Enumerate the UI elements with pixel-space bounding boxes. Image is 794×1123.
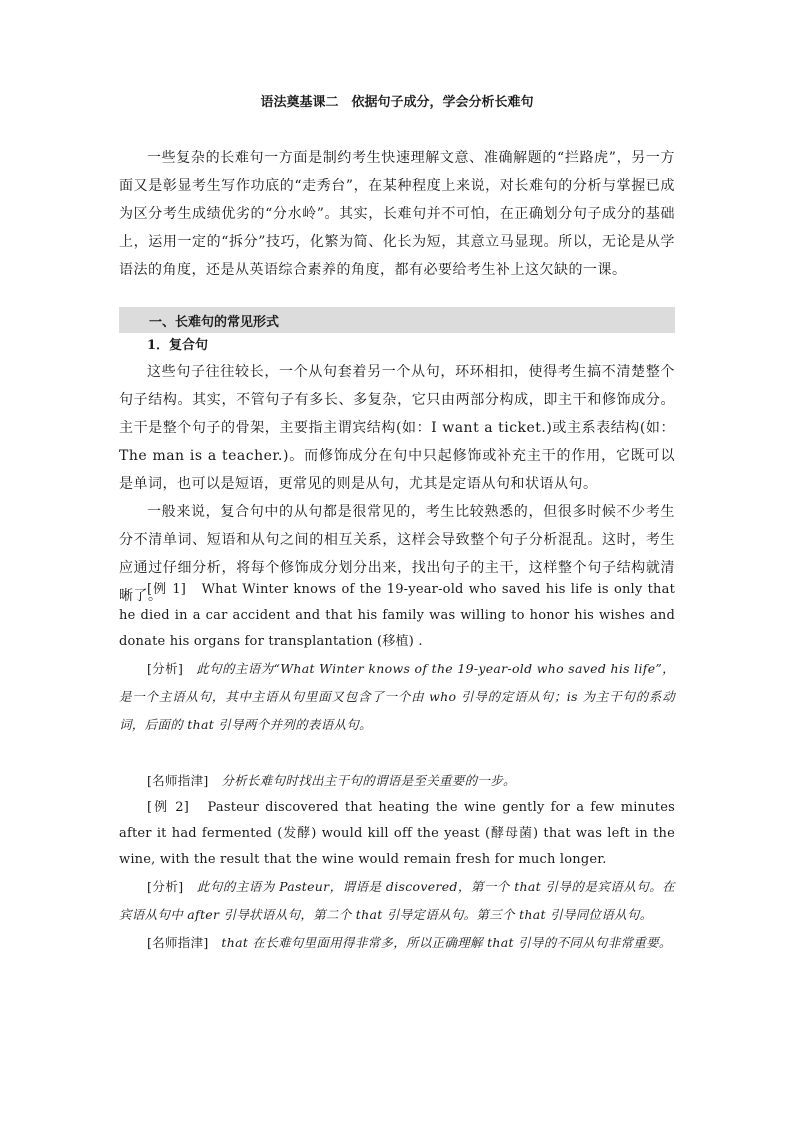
example-1-text: What Winter knows of the 19-year-old who saved his life is only that he died in a car accident and that his family was willing to honor his wishes and donate his organs for transplantation (移植) . — [119, 582, 675, 649]
example-1-tag: [例 1] — [147, 582, 187, 597]
tip-2-tag: [名师指津] — [147, 935, 209, 950]
example-1-block — [119, 577, 675, 739]
example-2-text: Pasteur discovered that heating the wine gently for a few minutes after it had fermented (发酵) would kill off the yeast (酵母菌) that was left in the wine, with the result that the wine would remain fresh for much longer. — [119, 800, 675, 867]
tip-2-text: that 在长难句里面用得非常多，所以正确理解 that 引导的不同从句非常重要。 — [221, 935, 672, 950]
section-heading-band — [119, 307, 675, 333]
example-2-block — [119, 795, 675, 957]
tip-1 — [119, 767, 675, 795]
section-body — [119, 358, 675, 610]
section-heading: 一、长难句的常见形式 — [149, 315, 280, 330]
example-1 — [119, 577, 675, 655]
intro-block — [119, 144, 675, 284]
example-2-tag: [例 2] — [147, 800, 190, 815]
tip-1-tag: [名师指津] — [147, 773, 209, 788]
analysis-1-text: 此句的主语为“What Winter knows of the 19-year-old who saved his life”，是一个主语从句，其中主语从句里面又包含了一个由 who 引导的定语从句；is 为主干句的系动词，后面的 that 引导两个并列的表语从句。 — [119, 661, 675, 732]
analysis-2-text: 此句的主语为 Pasteur，谓语是 discovered，第一个 that 引导的是宾语从句。在宾语从句中 after 引导状语从句，第二个 that 引导定语从句。第三个 that 引导同位语从句。 — [119, 879, 675, 922]
tip-1-block — [119, 767, 675, 795]
analysis-2 — [119, 873, 675, 929]
example-2 — [119, 795, 675, 873]
tip-1-text: 分析长难句时找出主干句的谓语是至关重要的一步。 — [221, 773, 516, 788]
page-title: 语法奠基课二 依据句子成分，学会分析长难句 — [260, 95, 534, 110]
analysis-1 — [119, 655, 675, 739]
body-paragraph-2: 一般来说，复合句中的从句都是很常见的，考生比较熟悉的，但很多时候不少考生分不清单词、短语和从句之间的相互关系，这样会导致整个句子分析混乱。这时，考生应通过仔细分析，将每个修饰成分划分出来，找出句子的主干，这样整个句子结构就清晰了。 — [119, 504, 675, 604]
subsection-heading: 1．复合句 — [147, 338, 209, 353]
analysis-1-tag: [分析] — [147, 661, 184, 676]
tip-2 — [119, 929, 675, 957]
analysis-2-tag: [分析] — [147, 879, 184, 894]
intro-paragraph: 一些复杂的长难句一方面是制约考生快速理解文意、准确解题的“拦路虎”，另一方面又是彰显考生写作功底的“走秀台”，在某种程度上来说，对长难句的分析与掌握已成为区分考生成绩优劣的“分水岭”。其实，长难句并不可怕，在正确划分句子成分的基础上，运用一定的“拆分”技巧，化繁为简、化长为短，其意立马显现。所以，无论是从学语法的角度，还是从英语综合素养的角度，都有必要给考生补上这欠缺的一课。 — [119, 150, 675, 278]
body-paragraph-1: 这些句子往往较长，一个从句套着另一个从句，环环相扣，使得考生搞不清楚整个句子结构。其实，不管句子有多长、多复杂，它只由两部分构成，即主干和修饰成分。主干是整个句子的骨架，主要指主谓宾结构(如：I want a ticket.)或主系表结构(如：The man is a teacher.)。而修饰成分在句中只起修饰或补充主干的作用，它既可以是单词，也可以是短语，更常见的则是从句，尤其是定语从句和状语从句。 — [119, 364, 675, 492]
